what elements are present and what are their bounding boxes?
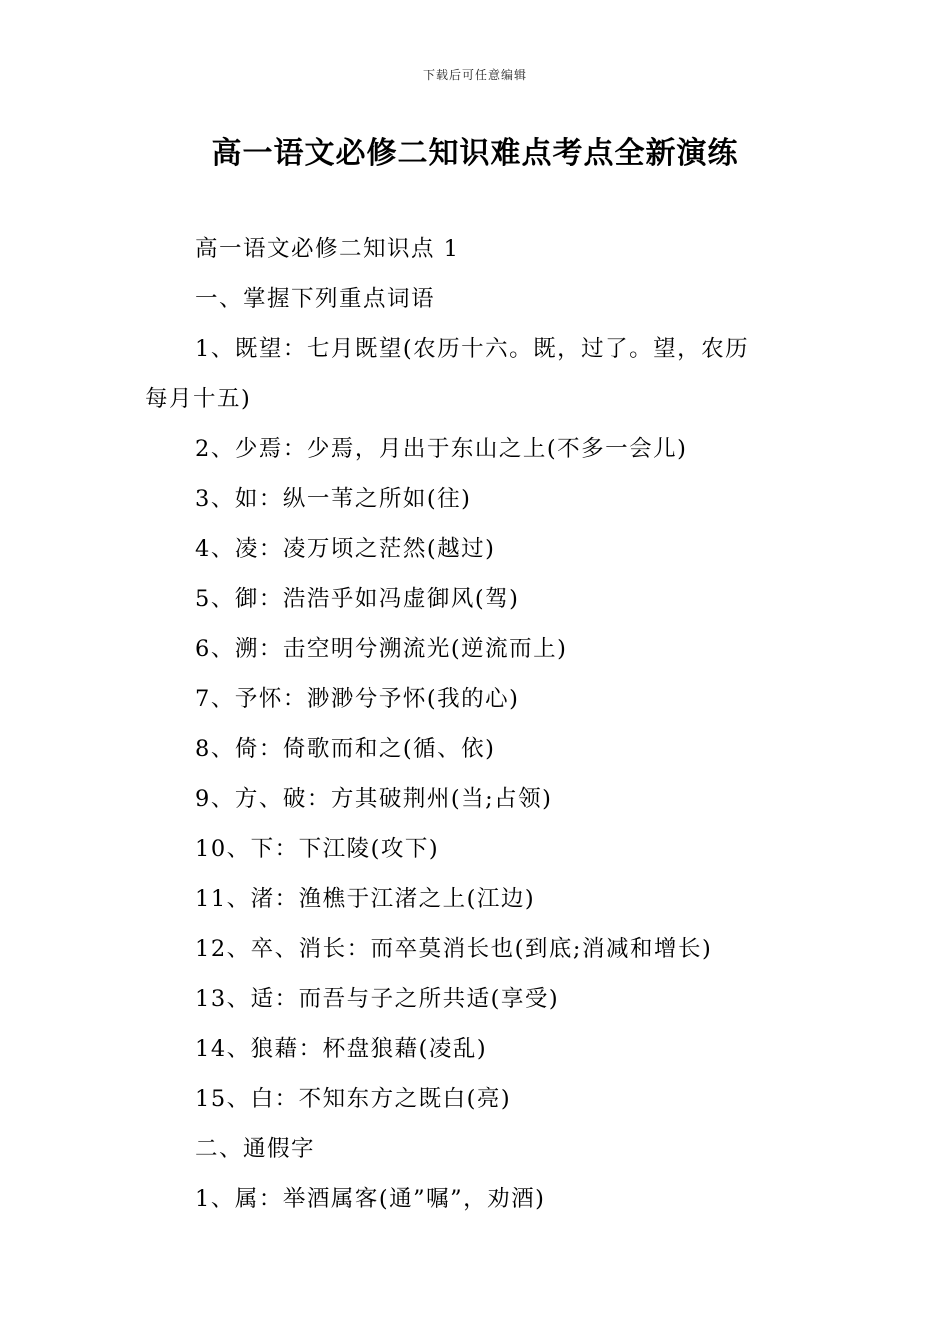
- section-heading: 高一语文必修二知识点 1: [195, 236, 460, 262]
- paragraph-line: 3、如：纵一苇之所如(往): [195, 486, 472, 512]
- header-note: 下载后可任意编辑: [422, 68, 527, 82]
- paragraph-line: 1、既望：七月既望(农历十六。既，过了。望，农历: [195, 336, 750, 362]
- paragraph-line: 5、御：浩浩乎如冯虚御风(驾): [195, 586, 520, 612]
- paragraph-line: 9、方、破：方其破荆州(当;占领): [195, 786, 553, 812]
- subsection-heading: 二、通假字: [195, 1136, 316, 1162]
- subsection-heading: 一、掌握下列重点词语: [195, 286, 436, 312]
- paragraph-line: 13、适：而吾与子之所共适(享受): [195, 986, 560, 1012]
- document-title: 高一语文必修二知识难点考点全新演练: [211, 136, 739, 171]
- paragraph-line: 14、狼藉：杯盘狼藉(凌乱): [195, 1036, 488, 1062]
- paragraph-line: 4、凌：凌万顷之茫然(越过): [195, 536, 496, 562]
- document-body: [145, 224, 810, 1224]
- paragraph-line: 2、少焉：少焉，月出于东山之上(不多一会儿): [195, 436, 688, 462]
- paragraph-line: 8、倚：倚歌而和之(循、依): [195, 736, 496, 762]
- paragraph-line: 12、卒、消长：而卒莫消长也(到底;消减和增长): [195, 936, 713, 962]
- paragraph-continuation: 每月十五): [145, 386, 252, 412]
- paragraph-line: 15、白：不知东方之既白(亮): [195, 1086, 512, 1112]
- paragraph-line: 1、属：举酒属客(通”嘱”，劝酒): [195, 1186, 546, 1212]
- paragraph-line: 11、渚：渔樵于江渚之上(江边): [195, 886, 536, 912]
- paragraph-line: 7、予怀：渺渺兮予怀(我的心): [195, 686, 520, 712]
- paragraph-line: 6、溯：击空明兮溯流光(逆流而上): [195, 636, 568, 662]
- paragraph-line: 10、下：下江陵(攻下): [195, 836, 440, 862]
